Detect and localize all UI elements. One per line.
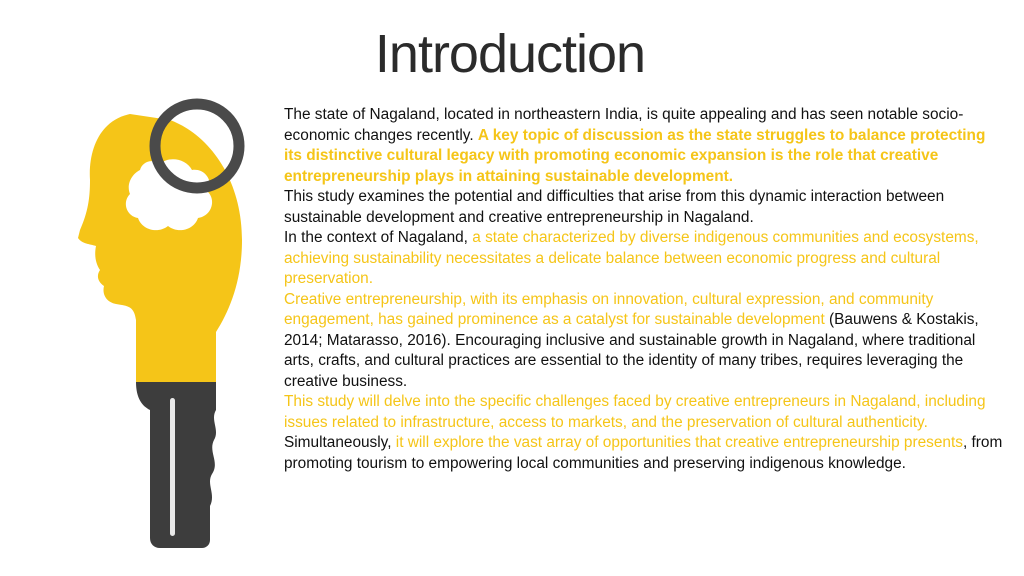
key-head-brain-icon	[60, 80, 260, 550]
text-segment: This study examines the potential and difficulties that arise from this dynamic interaction between sustainable development and creative entrepreneurship in Nagaland.	[284, 188, 945, 226]
paragraph-4	[284, 290, 1004, 393]
text-segment: (Bauwens & Kostakis, 2014; Matarasso, 2016). Encouraging inclusive and sustainable growth in Nagaland, where traditional arts, crafts, and cultural practices are essential to the identity of many tribes, requires leveraging the creative business.	[284, 311, 979, 390]
highlight-text-segment: a state characterized by diverse indigenous communities and ecosystems, achieving sustainability necessitates a delicate balance between economic progress and cultural preservation.	[284, 229, 979, 287]
paragraph-2	[284, 187, 1004, 228]
text-segment: Simultaneously,	[284, 434, 396, 451]
highlight-text-segment: Creative entrepreneurship, with its emphasis on innovation, cultural expression, and community engagement, has gained prominence as a catalyst for sustainable development	[284, 290, 934, 328]
highlight-text-segment: it will explore the vast array of opportunities that creative entrepreneurship presents	[395, 434, 963, 451]
page-title: Introduction	[374, 24, 646, 84]
paragraph-3	[284, 228, 1004, 290]
body-text	[284, 105, 1004, 474]
highlight-text-segment: This study will delve into the specific challenges faced by creative entrepreneurs in Nagaland, including issues related to infrastructure, access to markets, and the preservation of cultural authenticity.	[284, 393, 986, 431]
text-segment: The state of Nagaland, located in northeastern India, is quite appealing and has seen notable socio-economic changes recently.	[284, 106, 964, 144]
paragraph-5	[284, 392, 1004, 474]
paragraph-1	[284, 105, 1004, 187]
text-segment: In the context of Nagaland,	[284, 229, 473, 246]
highlight-text-segment: A key topic of discussion as the state struggles to balance protecting its distinctive cultural legacy with promoting economic expansion is the role that creative entrepreneurship plays in attaining sustainable development.	[284, 126, 986, 185]
text-segment: , from promoting tourism to empowering local communities and preserving indigenous knowledge.	[284, 434, 1003, 472]
